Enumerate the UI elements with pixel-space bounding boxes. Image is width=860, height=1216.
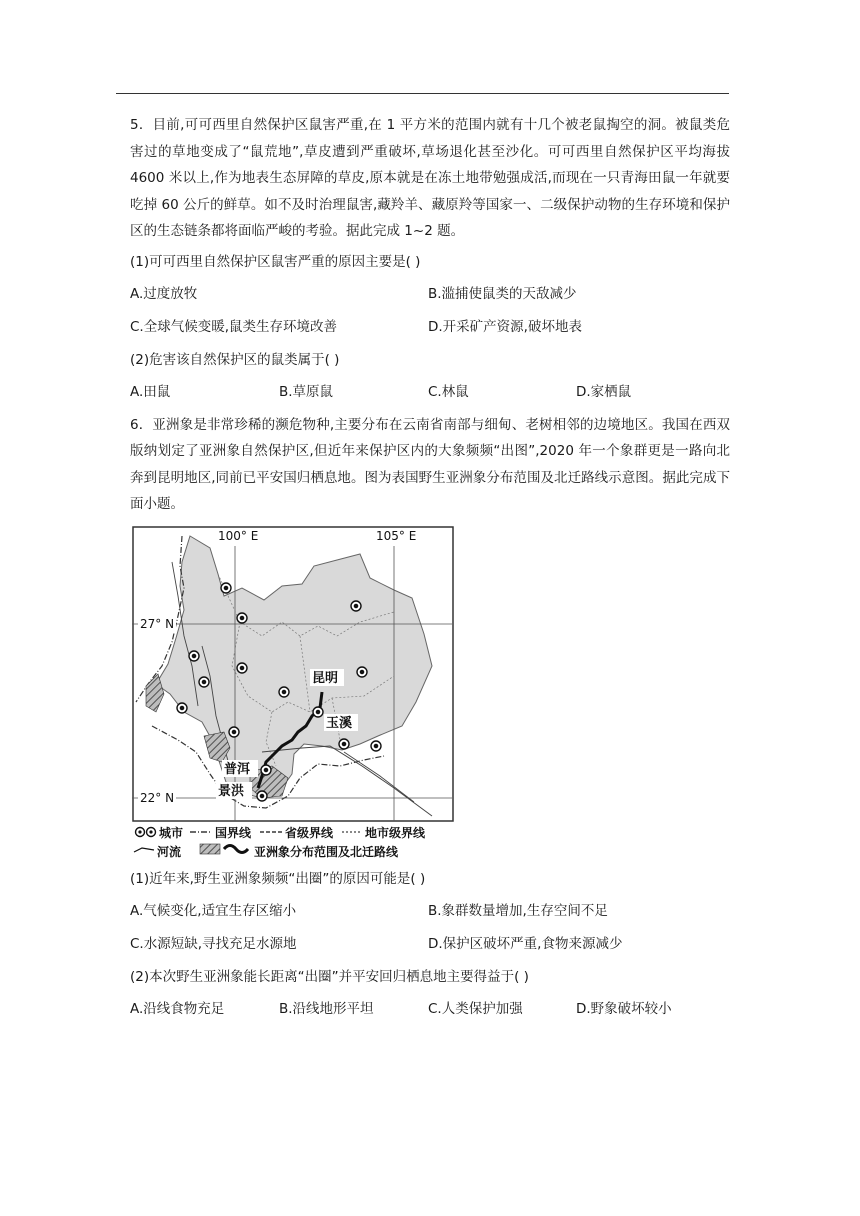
q6-sub1-question: (1)近年来,野生亚洲象频频“出圈”的原因可能是( ) (130, 870, 426, 887)
q5-sub2-option-b[interactable]: B.草原鼠 (279, 383, 334, 400)
q5-sub2-question: (2)危害该自然保护区的鼠类属于( ) (130, 351, 340, 368)
q6-sub2-option-b[interactable]: B.沿线地形平坦 (279, 1000, 374, 1017)
yunnan-elephant-map (132, 526, 456, 860)
lat-label-22: 22° N (140, 790, 175, 805)
q5-sub1-option-d[interactable]: D.开采矿产资源,破坏地表 (428, 318, 582, 335)
lat-label-27: 27° N (140, 616, 175, 631)
q6-sub2-option-c[interactable]: C.人类保护加强 (428, 1000, 523, 1017)
city-label-puer: 普洱 (224, 761, 251, 777)
header-rule (116, 93, 729, 94)
city-label-yuxi: 玉溪 (326, 715, 353, 731)
exam-content (130, 112, 730, 1029)
q5-sub1-question: (1)可可西里自然保护区鼠害严重的原因主要是( ) (130, 253, 421, 270)
q6-sub1-option-a[interactable]: A.气候变化,适宜生存区缩小 (130, 902, 297, 919)
q5-sub1-option-c[interactable]: C.全球气候变暖,鼠类生存环境改善 (130, 318, 338, 335)
q5-sub1-option-a[interactable]: A.过度放牧 (130, 285, 198, 302)
legend-elephant-range: 亚洲象分布范围及北迁路线 (254, 844, 399, 859)
legend-district-border: 地市级界线 (365, 825, 426, 840)
q6-sub1-options-row2 (130, 931, 730, 957)
q5-sub2-option-d[interactable]: D.家栖鼠 (576, 383, 632, 400)
q5-sub2-options (130, 379, 730, 405)
q5-sub1-option-b[interactable]: B.滥捕使鼠类的天敌减少 (428, 285, 577, 302)
legend-national-border: 国界线 (215, 825, 252, 840)
map-legend (134, 825, 426, 859)
q5-sub2-option-a[interactable]: A.田鼠 (130, 383, 171, 400)
q6-sub2-options (130, 996, 730, 1022)
q6-sub2-option-d[interactable]: D.野象破坏较小 (576, 1000, 672, 1017)
q6-stem: 6．亚洲象是非常珍稀的濒危物种,主要分布在云南省南部与细甸、老树相邻的边境地区。我国在西双版纳划定了亚洲象自然保护区,但近年来保护区内的大象频频“出图”,2020 年一个象群更是一路向北奔到昆明地区,同前已平安国归栖息地。图为表国野生亚洲象分布范围及北迁路线示意图。据此完成下面小题。 (130, 416, 730, 512)
city-label-kunming: 昆明 (312, 670, 339, 686)
q6-sub1-option-b[interactable]: B.象群数量增加,生存空间不足 (428, 902, 608, 919)
legend-river: 河流 (157, 844, 182, 859)
q6-sub2-question: (2)本次野生亚洲象能长距离“出圈”并平安回归栖息地主要得益于( ) (130, 968, 529, 985)
lon-label-105: 105° E (376, 528, 417, 543)
lon-label-100: 100° E (218, 528, 259, 543)
q6-sub2-option-a[interactable]: A.沿线食物充足 (130, 1000, 225, 1017)
q5-stem: 5．目前,可可西里自然保护区鼠害严重,在 1 平方米的范围内就有十几个被老鼠掏空的洞。被鼠类危害过的草地变成了“鼠荒地”,草皮遭到严重破坏,草场退化甚至沙化。可可西里自然保护区平均海拔 4600 米以上,作为地表生态屏障的草皮,原本就是在冻土地带勉强成活,而现在一只青海田鼠一年就要吃掉 60 公斤的鲜草。如不及时治理鼠害,藏羚羊、藏原羚等国家一、二级保护动物的生存环境和保护区的生态链条都将面临严峻的考验。据此完成 1~2 题。 (130, 117, 730, 239)
legend-city: 城市 (159, 825, 184, 840)
q5-sub1-options-row2 (130, 314, 730, 340)
q5-sub2-option-c[interactable]: C.林鼠 (428, 383, 469, 400)
legend-province-border: 省级界线 (285, 825, 334, 840)
q6-sub1-option-d[interactable]: D.保护区破坏严重,食物来源减少 (428, 935, 623, 952)
city-label-jinghong: 景洪 (218, 783, 245, 799)
q6-sub1-option-c[interactable]: C.水源短缺,寻找充足水源地 (130, 935, 297, 952)
q5-sub1-options-row1 (130, 281, 730, 307)
q6-sub1-options-row1 (130, 898, 730, 924)
